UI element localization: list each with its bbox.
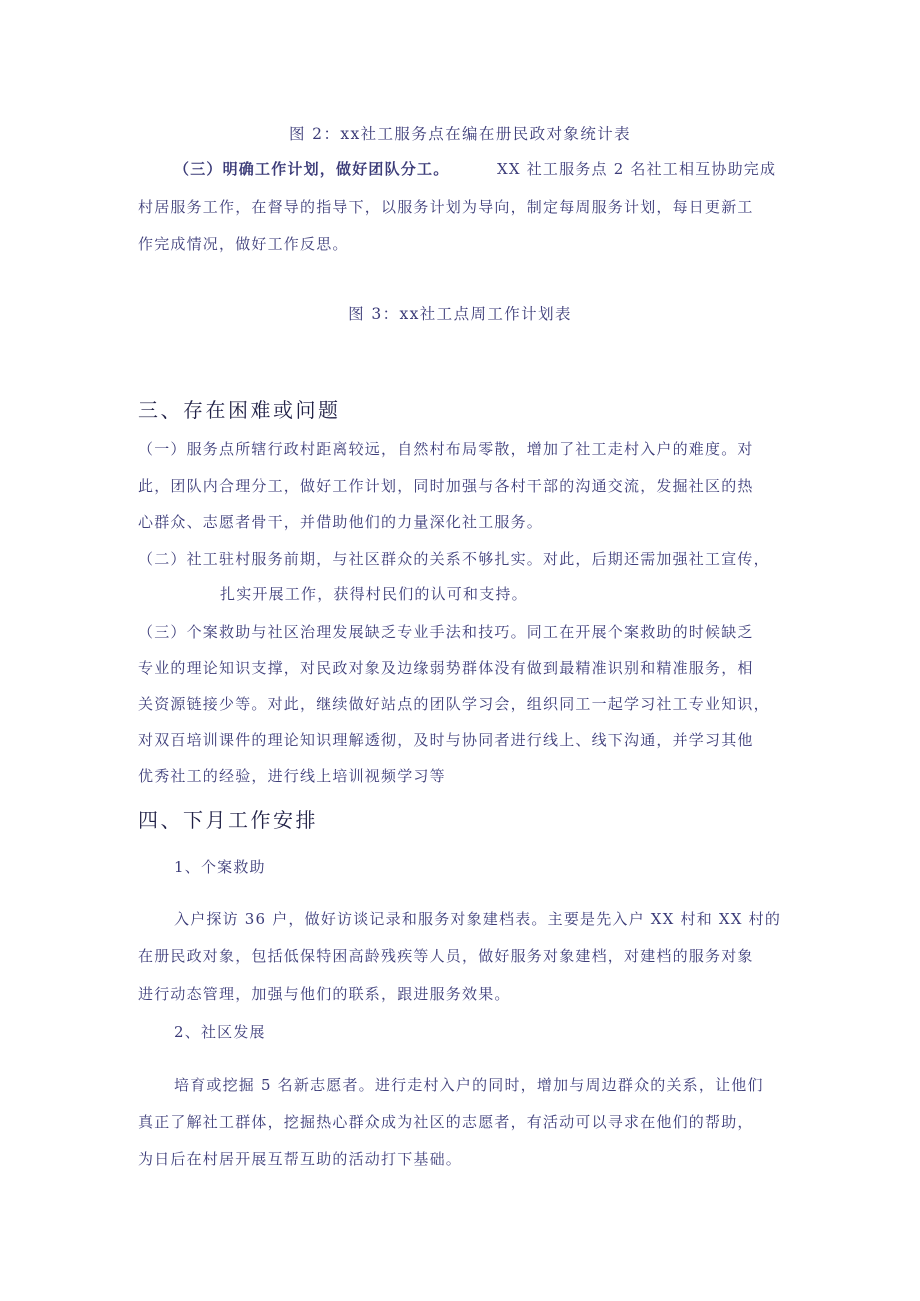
section4-item1-line: 进行动态管理，加强与他们的联系，跟进服务效果。 bbox=[138, 985, 511, 1003]
section2-item3-line: 村居服务工作，在督导的指导下，以服务计划为导向，制定每周服务计划，每日更新工 bbox=[138, 198, 754, 216]
figure-2-caption: 图 2：xx社工服务点在编在册民政对象统计表 bbox=[288, 125, 632, 143]
section2-item3-title: （三）明确工作计划，做好团队分工。 bbox=[174, 160, 450, 178]
section4-item1-line: 入户探访 36 户，做好访谈记录和服务对象建档表。主要是先入户 XX 村和 XX 村的 bbox=[174, 910, 782, 928]
figure-3-caption: 图 3：xx社工点周工作计划表 bbox=[348, 305, 572, 323]
section3-line: （三）个案救助与社区治理发展缺乏专业手法和技巧。同工在开展个案救助的时候缺乏 bbox=[138, 623, 754, 641]
section4-item2-line: 为日后在村居开展互帮互助的活动打下基础。 bbox=[138, 1150, 463, 1168]
section4-item1-title: 1、个案救助 bbox=[174, 858, 266, 876]
section3-line: 对双百培训课件的理论知识理解透彻，及时与协同者进行线上、线下沟通，并学习其他 bbox=[138, 731, 754, 749]
section3-line: 专业的理论知识支撑，对民政对象及边缘弱势群体没有做到最精准识别和精准服务，相 bbox=[138, 659, 754, 677]
section3-line: （二）社工驻村服务前期，与社区群众的关系不够扎实。对此，后期还需加强社工宣传， bbox=[138, 550, 770, 568]
section3-line: 关资源链接少等。对此，继续做好站点的团队学习会，组织同工一起学习社工专业知识， bbox=[138, 695, 770, 713]
section2-item3-line: XX 社工服务点 2 名社工相互协助完成 bbox=[497, 160, 777, 178]
section3-line: （一）服务点所辖行政村距离较远，自然村布局零散，增加了社工走村入户的难度。对 bbox=[138, 440, 754, 458]
section4-item2-title: 2、社区发展 bbox=[174, 1023, 266, 1041]
section3-line: 优秀社工的经验，进行线上培训视频学习等 bbox=[138, 767, 446, 785]
section3-line: 心群众、志愿者骨干，并借助他们的力量深化社工服务。 bbox=[138, 513, 544, 531]
section2-item3-line: 作完成情况，做好工作反思。 bbox=[138, 235, 349, 253]
section4-item2-line: 真正了解社工群体，挖掘热心群众成为社区的志愿者，有活动可以寻求在他们的帮助， bbox=[138, 1113, 754, 1131]
section4-item2-line: 培育或挖掘 5 名新志愿者。进行走村入户的同时，增加与周边群众的关系，让他们 bbox=[174, 1076, 764, 1094]
section4-heading: 四、下月工作安排 bbox=[138, 808, 318, 832]
section4-item1-line: 在册民政对象，包括低保特困高龄残疾等人员，做好服务对象建档，对建档的服务对象 bbox=[138, 947, 754, 965]
section3-heading: 三、存在困难或问题 bbox=[138, 398, 341, 422]
section3-line: 此，团队内合理分工，做好工作计划，同时加强与各村干部的沟通交流，发掘社区的热 bbox=[138, 477, 754, 495]
section3-line: 扎实开展工作，获得村民们的认可和支持。 bbox=[220, 585, 528, 603]
